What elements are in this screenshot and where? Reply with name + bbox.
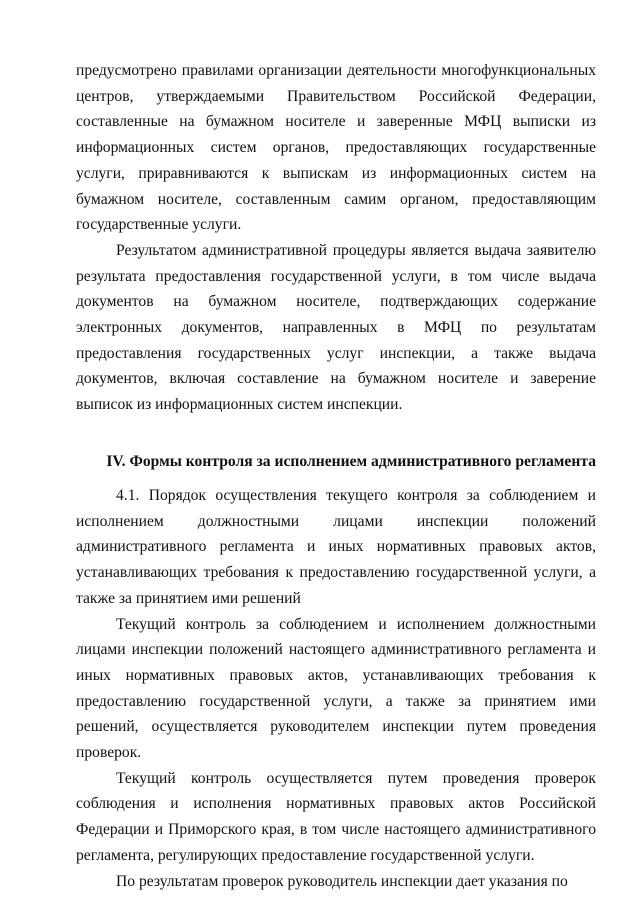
- section-heading: IV. Формы контроля за исполнением административного регламента: [106, 453, 596, 470]
- document-body-bottom: [76, 483, 596, 894]
- paragraph-checks: По результатам проверок руководитель инспекции дает указания по: [116, 872, 568, 890]
- paragraph-4-1: 4.1. Порядок осуществления текущего контроля за соблюдением и исполнением должностными лицами инспекции положений административного регламента и иных нормативных правовых актов, устанавливающих требования к предоставлению государственной услуги, а также за принятием ими решений: [76, 487, 596, 607]
- paragraph-current-control-2: Текущий контроль осуществляется путем проведения проверок соблюдения и исполнения нормативных правовых актов Российской Федерации и Приморского края, в том числе настоящего административного регламента, регулирующих предоставление государственной услуги.: [76, 769, 596, 864]
- document-body-top: [76, 58, 596, 418]
- paragraph-result: Результатом административной процедуры является выдача заявителю результата предоставления государственной услуги, в том числе выдача документов на бумажном носителе, подтверждающих содержание электронных документов, направленных в МФЦ по результатам предоставления государственных услуг инспекции, а также выдача документов, включая составление на бумажном носителе и заверение выписок из информационных систем инспекции.: [76, 241, 596, 414]
- paragraph-continuation: предусмотрено правилами организации деятельности многофункциональных центров, утверждаемыми Правительством Российской Федерации, составленные на бумажном носителе и заверенные МФЦ выписки из информационных систем органов, предоставляющих государственные услуги, приравниваются к выпискам из информационных систем на бумажном носителе, составленным самим органом, предоставляющим государственные услуги.: [76, 62, 596, 234]
- paragraph-current-control-1: Текущий контроль за соблюдением и исполнением должностными лицами инспекции положений настоящего административного регламента и иных нормативных правовых актов, устанавливающих требования к предоставлению государственной услуги, а также за принятием ими решений, осуществляется руководителем инспекции путем проведения проверок.: [76, 615, 596, 762]
